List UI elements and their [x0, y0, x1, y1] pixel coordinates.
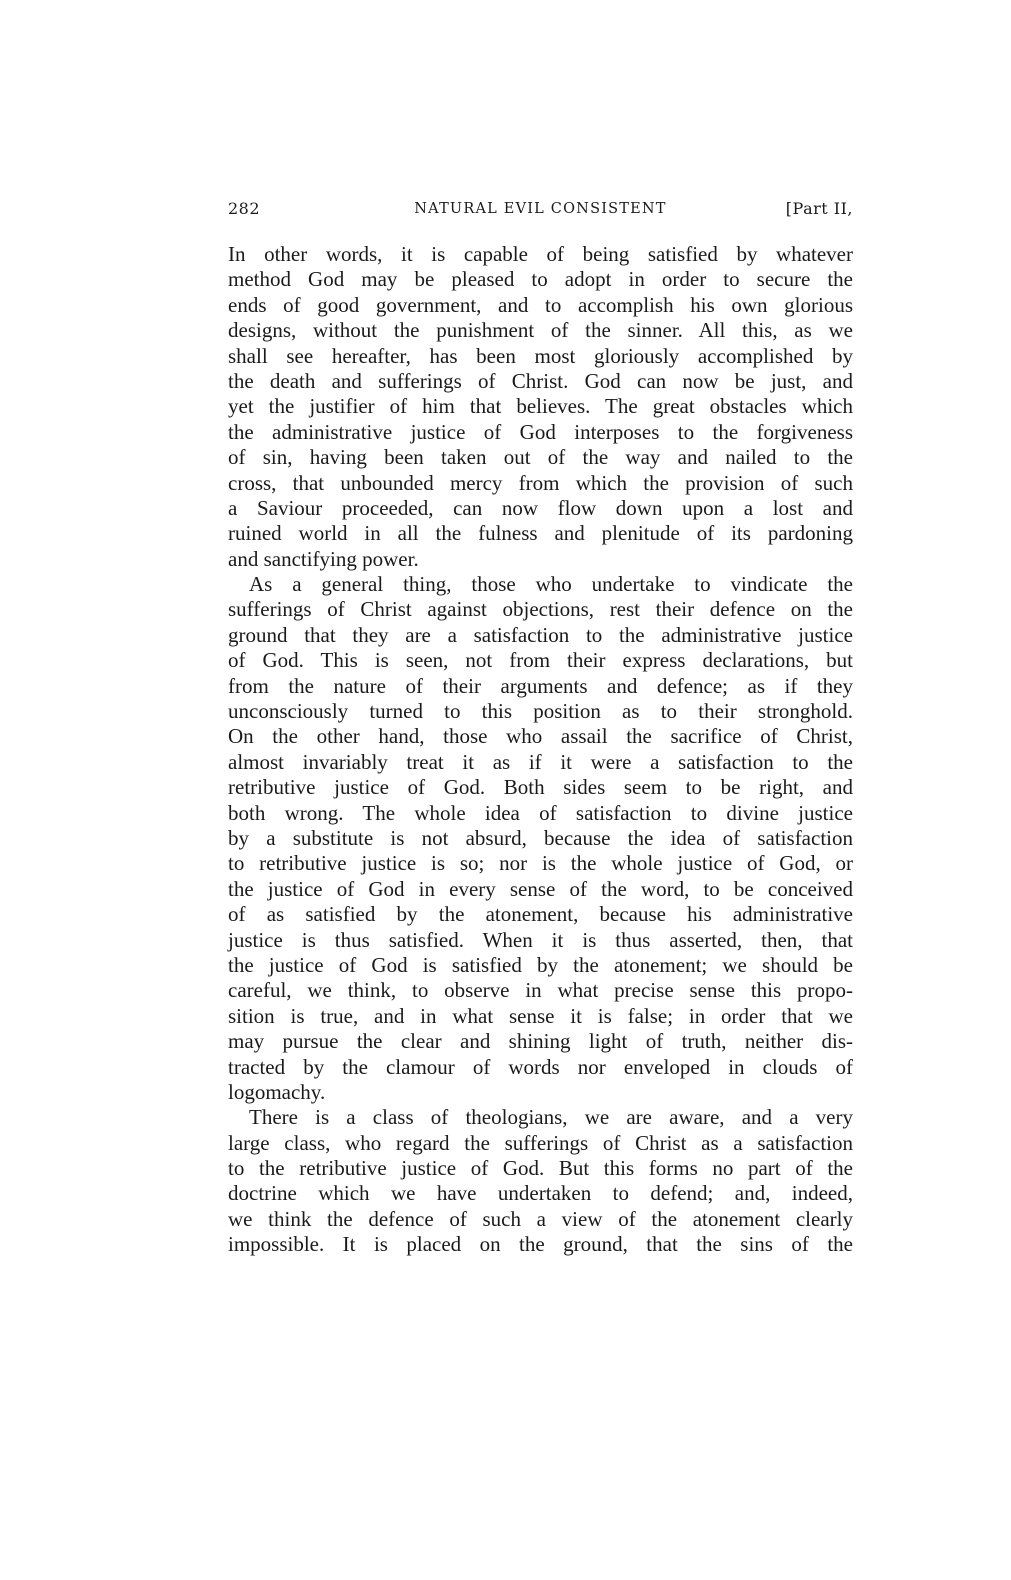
text-line: of God. This is seen, not from their express declarations, but	[228, 648, 853, 673]
book-page	[228, 196, 853, 1258]
text-line: ground that they are a satisfaction to the administrative justice	[228, 622, 853, 647]
text-line: ruined world in all the fulness and plenitude of its pardoning	[228, 521, 853, 546]
text-line: unconsciously turned to this position as to their stronghold.	[228, 699, 853, 724]
text-line: impossible. It is placed on the ground, that the sins of the	[228, 1232, 853, 1257]
text-line: by a substitute is not absurd, because the idea of satisfaction	[228, 825, 853, 850]
text-line: tracted by the clamour of words nor enveloped in clouds of	[228, 1054, 853, 1079]
text-line: yet the justifier of him that believes. The great obstacles which	[228, 394, 853, 419]
text-line: shall see hereafter, has been most gloriously accomplished by	[228, 343, 853, 368]
paragraph	[228, 572, 853, 1105]
text-line: logomachy.	[228, 1079, 326, 1104]
text-line: As a general thing, those who undertake to vindicate the	[249, 572, 853, 597]
text-line: There is a class of theologians, we are aware, and a very	[249, 1105, 853, 1130]
text-line: On the other hand, those who assail the sacrifice of Christ,	[228, 724, 853, 749]
body-text	[228, 242, 853, 1258]
text-line: large class, who regard the sufferings of Christ as a satisfaction	[228, 1130, 853, 1155]
text-line: sition is true, and in what sense it is false; in order that we	[228, 1003, 853, 1028]
text-line: justice is thus satisfied. When it is thus asserted, then, that	[228, 927, 853, 952]
text-line: of as satisfied by the atonement, because his administrative	[228, 902, 853, 927]
text-line: and sanctifying power.	[228, 546, 419, 571]
text-line: of sin, having been taken out of the way and nailed to the	[228, 445, 853, 470]
text-line: we think the defence of such a view of the atonement clearly	[228, 1206, 853, 1231]
text-line: the justice of God is satisfied by the atonement; we should be	[228, 952, 853, 977]
text-line: almost invariably treat it as if it were a satisfaction to the	[228, 749, 853, 774]
running-head-part: [Part II,	[785, 199, 853, 218]
paragraph	[228, 1105, 853, 1257]
text-line: method God may be pleased to adopt in order to secure the	[228, 267, 853, 292]
text-line: from the nature of their arguments and defence; as if they	[228, 673, 853, 698]
paragraph	[228, 242, 853, 572]
text-line: doctrine which we have undertaken to defend; and, indeed,	[228, 1181, 853, 1206]
text-line: the administrative justice of God interposes to the forgiveness	[228, 419, 853, 444]
running-head-title: NATURAL EVIL CONSISTENT	[414, 201, 667, 217]
text-line: retributive justice of God. Both sides seem to be right, and	[228, 775, 853, 800]
text-line: a Saviour proceeded, can now flow down upon a lost and	[228, 495, 853, 520]
text-line: the death and sufferings of Christ. God can now be just, and	[228, 368, 853, 393]
page-number: 282	[228, 199, 261, 218]
text-line: may pursue the clear and shining light of truth, neither dis-	[228, 1029, 853, 1054]
text-line: to the retributive justice of God. But this forms no part of the	[228, 1156, 853, 1181]
text-line: the justice of God in every sense of the word, to be conceived	[228, 876, 853, 901]
text-line: to retributive justice is so; nor is the whole justice of God, or	[228, 851, 853, 876]
text-line: In other words, it is capable of being satisfied by whatever	[228, 242, 853, 266]
text-line: sufferings of Christ against objections, rest their defence on the	[228, 597, 853, 622]
text-line: ends of good government, and to accomplish his own glorious	[228, 292, 853, 317]
running-head	[228, 196, 853, 222]
text-line: careful, we think, to observe in what precise sense this propo-	[228, 978, 853, 1003]
text-line: designs, without the punishment of the sinner. All this, as we	[228, 318, 853, 343]
text-line: both wrong. The whole idea of satisfaction to divine justice	[228, 800, 853, 825]
text-line: cross, that unbounded mercy from which the provision of such	[228, 470, 853, 495]
